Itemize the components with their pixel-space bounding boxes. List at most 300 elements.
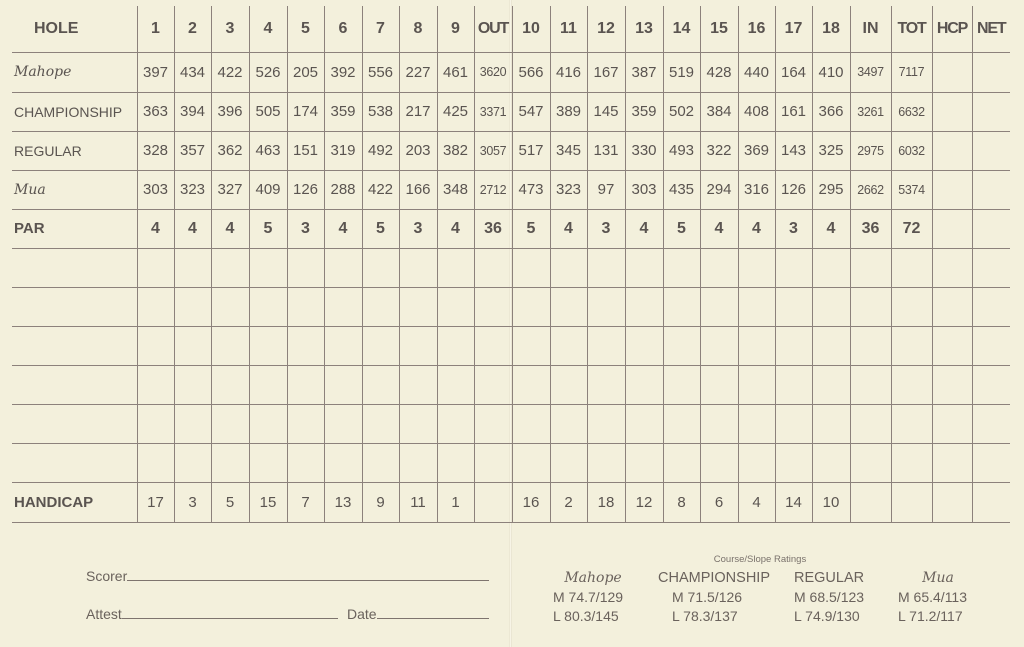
par-value: 5 — [663, 209, 700, 248]
score-cell[interactable] — [850, 365, 891, 404]
yardage: 392 — [324, 52, 362, 92]
hole-handicap: 10 — [812, 482, 850, 522]
rating-ladies: L 78.3/137 — [672, 608, 738, 624]
yardage: 517 — [512, 131, 550, 170]
score-cell[interactable] — [512, 326, 550, 365]
score-cell[interactable] — [738, 443, 775, 482]
hole-number: 6 — [324, 6, 362, 52]
score-cell[interactable] — [137, 287, 174, 326]
player-name-cell[interactable] — [12, 443, 137, 482]
score-cell[interactable] — [362, 443, 399, 482]
yardage: 362 — [211, 131, 249, 170]
out-total: 2712 — [474, 170, 512, 209]
yardage: 205 — [287, 52, 324, 92]
score-cell[interactable] — [512, 248, 550, 287]
yardage: 461 — [437, 52, 474, 92]
score-cell[interactable] — [474, 326, 512, 365]
player-score-row — [12, 404, 1010, 443]
hole-number: 5 — [287, 6, 324, 52]
yardage: 408 — [738, 92, 775, 131]
score-cell[interactable] — [972, 287, 1010, 326]
attest-label: Attest — [86, 606, 122, 622]
yardage: 547 — [512, 92, 550, 131]
score-cell[interactable] — [211, 404, 249, 443]
score-cell[interactable] — [174, 365, 211, 404]
hole-handicap: 11 — [399, 482, 437, 522]
yardage: 203 — [399, 131, 437, 170]
in-total: 2662 — [850, 170, 891, 209]
yardage: 164 — [775, 52, 812, 92]
score-cell[interactable] — [399, 326, 437, 365]
score-cell[interactable] — [512, 365, 550, 404]
score-cell[interactable] — [972, 404, 1010, 443]
scorer-field[interactable] — [86, 568, 489, 584]
score-cell[interactable] — [437, 326, 474, 365]
score-cell[interactable] — [362, 365, 399, 404]
attest-field[interactable] — [86, 606, 338, 622]
date-line[interactable] — [377, 618, 489, 619]
score-cell[interactable] — [850, 404, 891, 443]
score-cell[interactable] — [474, 248, 512, 287]
scorer-label: Scorer — [86, 568, 128, 584]
yardage: 434 — [174, 52, 211, 92]
net-cell — [972, 131, 1010, 170]
score-cell[interactable] — [587, 326, 625, 365]
hole-handicap: 18 — [587, 482, 625, 522]
score-cell[interactable] — [932, 248, 972, 287]
yardage: 366 — [812, 92, 850, 131]
score-cell[interactable] — [474, 365, 512, 404]
hole-handicap: 2 — [550, 482, 587, 522]
score-cell[interactable] — [587, 404, 625, 443]
score-cell[interactable] — [625, 443, 663, 482]
score-cell[interactable] — [211, 326, 249, 365]
score-cell[interactable] — [474, 443, 512, 482]
score-cell[interactable] — [399, 248, 437, 287]
score-cell[interactable] — [550, 365, 587, 404]
player-score-row — [12, 287, 1010, 326]
hole-handicap: 4 — [738, 482, 775, 522]
hcp-cell — [932, 131, 972, 170]
scorer-line[interactable] — [127, 580, 489, 581]
score-cell[interactable] — [700, 248, 738, 287]
score-cell[interactable] — [287, 404, 324, 443]
hcp-cell — [932, 209, 972, 248]
hole-handicap: 5 — [211, 482, 249, 522]
hole-handicap: 12 — [625, 482, 663, 522]
par-value: 4 — [137, 209, 174, 248]
score-cell[interactable] — [287, 248, 324, 287]
yardage: 493 — [663, 131, 700, 170]
score-cell[interactable] — [399, 443, 437, 482]
score-cell[interactable] — [512, 404, 550, 443]
out-total: 3620 — [474, 52, 512, 92]
hole-handicap: 3 — [174, 482, 211, 522]
score-cell[interactable] — [700, 326, 738, 365]
score-cell[interactable] — [437, 404, 474, 443]
hole-handicap: 16 — [512, 482, 550, 522]
hcp-cell — [932, 482, 972, 522]
score-cell[interactable] — [663, 404, 700, 443]
score-cell[interactable] — [663, 326, 700, 365]
hole-number: 8 — [399, 6, 437, 52]
yardage: 505 — [249, 92, 287, 131]
score-cell[interactable] — [891, 326, 932, 365]
yardage: 348 — [437, 170, 474, 209]
score-cell[interactable] — [550, 443, 587, 482]
score-cell[interactable] — [249, 365, 287, 404]
hcp-header: HCP — [932, 6, 972, 52]
score-cell[interactable] — [775, 248, 812, 287]
yardage: 167 — [587, 52, 625, 92]
score-cell[interactable] — [324, 404, 362, 443]
hole-number: 3 — [211, 6, 249, 52]
yardage: 174 — [287, 92, 324, 131]
player-name-cell[interactable] — [12, 326, 137, 365]
score-cell[interactable] — [932, 365, 972, 404]
score-cell[interactable] — [891, 404, 932, 443]
score-cell[interactable] — [399, 404, 437, 443]
rating-men: M 71.5/126 — [672, 589, 743, 605]
score-cell[interactable] — [700, 443, 738, 482]
par-label: PAR — [12, 209, 137, 248]
ratings-title: Course/Slope Ratings — [713, 554, 807, 565]
yardage: 473 — [512, 170, 550, 209]
score-cell[interactable] — [249, 404, 287, 443]
score-cell[interactable] — [663, 365, 700, 404]
yardage: 422 — [362, 170, 399, 209]
score-cell[interactable] — [324, 287, 362, 326]
yardage: 425 — [437, 92, 474, 131]
yardage: 126 — [287, 170, 324, 209]
score-cell[interactable] — [932, 443, 972, 482]
date-field[interactable] — [347, 606, 489, 622]
score-cell[interactable] — [362, 248, 399, 287]
score-cell[interactable] — [211, 287, 249, 326]
rating-regular — [794, 569, 874, 626]
par-value: 4 — [812, 209, 850, 248]
score-cell[interactable] — [137, 326, 174, 365]
score-cell[interactable] — [137, 443, 174, 482]
score-cell[interactable] — [700, 287, 738, 326]
score-cell[interactable] — [972, 248, 1010, 287]
score-cell[interactable] — [850, 443, 891, 482]
score-cell[interactable] — [437, 365, 474, 404]
score-cell[interactable] — [512, 287, 550, 326]
score-cell[interactable] — [850, 248, 891, 287]
score-cell[interactable] — [587, 248, 625, 287]
yardage: 357 — [174, 131, 211, 170]
score-cell[interactable] — [287, 365, 324, 404]
rating-tee-name: Mua — [922, 570, 954, 586]
yardage: 316 — [738, 170, 775, 209]
in-total: 3261 — [850, 92, 891, 131]
par-value: 4 — [437, 209, 474, 248]
score-cell[interactable] — [174, 404, 211, 443]
hole-number: 14 — [663, 6, 700, 52]
hole-handicap: 14 — [775, 482, 812, 522]
yardage: 435 — [663, 170, 700, 209]
score-cell[interactable] — [174, 326, 211, 365]
yardage: 303 — [625, 170, 663, 209]
score-cell[interactable] — [174, 248, 211, 287]
yardage: 556 — [362, 52, 399, 92]
score-cell[interactable] — [324, 248, 362, 287]
net-cell — [972, 52, 1010, 92]
yardage: 389 — [550, 92, 587, 131]
score-cell[interactable] — [775, 326, 812, 365]
net-cell — [972, 209, 1010, 248]
par-value: 5 — [362, 209, 399, 248]
yardage: 409 — [249, 170, 287, 209]
score-cell[interactable] — [972, 326, 1010, 365]
par-value: 5 — [512, 209, 550, 248]
hole-handicap: 7 — [287, 482, 324, 522]
score-cell[interactable] — [663, 248, 700, 287]
par-value: 4 — [625, 209, 663, 248]
hole-handicap: 15 — [249, 482, 287, 522]
handicap-label: HANDICAP — [12, 482, 137, 522]
score-cell[interactable] — [399, 287, 437, 326]
yardage: 382 — [437, 131, 474, 170]
yardage: 396 — [211, 92, 249, 131]
net-header: NET — [972, 6, 1010, 52]
yardage: 387 — [625, 52, 663, 92]
score-cell[interactable] — [663, 443, 700, 482]
yardage: 151 — [287, 131, 324, 170]
yardage: 330 — [625, 131, 663, 170]
yardage: 143 — [775, 131, 812, 170]
rating-mua — [898, 569, 978, 626]
score-cell[interactable] — [891, 248, 932, 287]
rating-tee-name: Mahope — [564, 570, 622, 586]
score-cell[interactable] — [775, 365, 812, 404]
score-cell[interactable] — [324, 443, 362, 482]
score-cell[interactable] — [174, 287, 211, 326]
score-cell[interactable] — [137, 404, 174, 443]
rating-ladies: L 71.2/117 — [898, 608, 963, 624]
par-value: 3 — [775, 209, 812, 248]
score-cell[interactable] — [625, 404, 663, 443]
rating-men: M 68.5/123 — [794, 589, 865, 605]
tee-row-mua — [12, 170, 1010, 209]
rating-men: M 74.7/129 — [553, 589, 624, 605]
score-cell[interactable] — [850, 287, 891, 326]
yardage: 323 — [174, 170, 211, 209]
score-cell[interactable] — [738, 365, 775, 404]
handicap-in — [850, 482, 891, 522]
score-cell[interactable] — [663, 287, 700, 326]
hcp-cell — [932, 52, 972, 92]
yardage: 145 — [587, 92, 625, 131]
score-cell[interactable] — [625, 287, 663, 326]
score-cell[interactable] — [324, 326, 362, 365]
score-cell[interactable] — [932, 404, 972, 443]
attest-line[interactable] — [122, 618, 338, 619]
player-score-row — [12, 365, 1010, 404]
hole-handicap: 6 — [700, 482, 738, 522]
score-cell[interactable] — [738, 287, 775, 326]
hole-handicap: 8 — [663, 482, 700, 522]
score-cell[interactable] — [932, 326, 972, 365]
score-cell[interactable] — [891, 365, 932, 404]
handicap-row — [12, 482, 1010, 522]
yardage: 369 — [738, 131, 775, 170]
yardage: 288 — [324, 170, 362, 209]
score-cell[interactable] — [399, 365, 437, 404]
score-cell[interactable] — [625, 248, 663, 287]
score-cell[interactable] — [812, 248, 850, 287]
score-cell[interactable] — [891, 443, 932, 482]
hole-number: 4 — [249, 6, 287, 52]
yardage: 397 — [137, 52, 174, 92]
score-cell[interactable] — [812, 287, 850, 326]
yardage: 345 — [550, 131, 587, 170]
hole-handicap: 13 — [324, 482, 362, 522]
score-cell[interactable] — [474, 287, 512, 326]
in-header: IN — [850, 6, 891, 52]
hole-number: 17 — [775, 6, 812, 52]
hole-handicap: 9 — [362, 482, 399, 522]
tee-name: Mahope — [12, 52, 137, 92]
score-cell[interactable] — [587, 287, 625, 326]
yardage: 526 — [249, 52, 287, 92]
score-cell[interactable] — [324, 365, 362, 404]
score-cell[interactable] — [512, 443, 550, 482]
hole-number: 12 — [587, 6, 625, 52]
score-cell[interactable] — [972, 365, 1010, 404]
tot-header: TOT — [891, 6, 932, 52]
score-cell[interactable] — [932, 287, 972, 326]
score-cell[interactable] — [211, 443, 249, 482]
score-cell[interactable] — [587, 443, 625, 482]
player-score-row — [12, 443, 1010, 482]
hole-number: 10 — [512, 6, 550, 52]
score-cell[interactable] — [550, 404, 587, 443]
out-total: 3057 — [474, 131, 512, 170]
player-score-row — [12, 326, 1010, 365]
yardage: 322 — [700, 131, 738, 170]
scorecard-table — [12, 6, 1010, 523]
yardage: 363 — [137, 92, 174, 131]
score-cell[interactable] — [362, 287, 399, 326]
player-name-cell[interactable] — [12, 248, 137, 287]
yardage: 328 — [137, 131, 174, 170]
tee-row-championship — [12, 92, 1010, 131]
score-cell[interactable] — [437, 287, 474, 326]
hole-number: 15 — [700, 6, 738, 52]
date-label: Date — [347, 606, 377, 622]
par-value: 5 — [249, 209, 287, 248]
tee-name: CHAMPIONSHIP — [12, 92, 137, 131]
score-cell[interactable] — [891, 287, 932, 326]
score-cell[interactable] — [738, 326, 775, 365]
player-name-cell[interactable] — [12, 404, 137, 443]
rating-ladies: L 80.3/145 — [553, 608, 619, 624]
yardage: 492 — [362, 131, 399, 170]
handicap-out — [474, 482, 512, 522]
score-cell[interactable] — [738, 248, 775, 287]
net-cell — [972, 92, 1010, 131]
score-cell[interactable] — [137, 365, 174, 404]
yardage: 319 — [324, 131, 362, 170]
score-cell[interactable] — [700, 365, 738, 404]
score-cell[interactable] — [211, 248, 249, 287]
score-cell[interactable] — [437, 248, 474, 287]
score-cell[interactable] — [249, 443, 287, 482]
out-header: OUT — [474, 6, 512, 52]
score-cell[interactable] — [972, 443, 1010, 482]
par-value: 4 — [700, 209, 738, 248]
yardage: 327 — [211, 170, 249, 209]
score-cell[interactable] — [287, 287, 324, 326]
score-cell[interactable] — [550, 326, 587, 365]
score-cell[interactable] — [437, 443, 474, 482]
yardage: 325 — [812, 131, 850, 170]
score-cell[interactable] — [362, 404, 399, 443]
score-cell[interactable] — [587, 365, 625, 404]
yardage: 384 — [700, 92, 738, 131]
hole-number: 2 — [174, 6, 211, 52]
total-yardage: 6632 — [891, 92, 932, 131]
hcp-cell — [932, 170, 972, 209]
score-cell[interactable] — [812, 443, 850, 482]
score-cell[interactable] — [738, 404, 775, 443]
score-cell[interactable] — [550, 287, 587, 326]
yardage: 303 — [137, 170, 174, 209]
score-cell[interactable] — [474, 404, 512, 443]
score-cell[interactable] — [550, 248, 587, 287]
par-value: 3 — [587, 209, 625, 248]
score-cell[interactable] — [249, 248, 287, 287]
tee-row-regular — [12, 131, 1010, 170]
score-cell[interactable] — [812, 326, 850, 365]
score-cell[interactable] — [249, 287, 287, 326]
player-score-row — [12, 248, 1010, 287]
rating-ladies: L 74.9/130 — [794, 608, 860, 624]
yardage: 97 — [587, 170, 625, 209]
player-name-cell[interactable] — [12, 287, 137, 326]
score-cell[interactable] — [249, 326, 287, 365]
score-cell[interactable] — [287, 326, 324, 365]
score-cell[interactable] — [700, 404, 738, 443]
score-cell[interactable] — [775, 404, 812, 443]
score-cell[interactable] — [137, 248, 174, 287]
hole-number: 16 — [738, 6, 775, 52]
score-cell[interactable] — [174, 443, 211, 482]
score-cell[interactable] — [625, 365, 663, 404]
score-cell[interactable] — [812, 365, 850, 404]
score-cell[interactable] — [362, 326, 399, 365]
score-cell[interactable] — [211, 365, 249, 404]
score-cell[interactable] — [625, 326, 663, 365]
par-value: 4 — [738, 209, 775, 248]
score-cell[interactable] — [287, 443, 324, 482]
hole-number: 9 — [437, 6, 474, 52]
hole-number: 13 — [625, 6, 663, 52]
score-cell[interactable] — [775, 443, 812, 482]
hole-label: HOLE — [12, 6, 137, 52]
yardage: 519 — [663, 52, 700, 92]
yardage: 294 — [700, 170, 738, 209]
score-cell[interactable] — [775, 287, 812, 326]
tee-name: Mua — [12, 170, 137, 209]
yardage: 126 — [775, 170, 812, 209]
handicap-tot — [891, 482, 932, 522]
score-cell[interactable] — [850, 326, 891, 365]
score-cell[interactable] — [812, 404, 850, 443]
player-name-cell[interactable] — [12, 365, 137, 404]
